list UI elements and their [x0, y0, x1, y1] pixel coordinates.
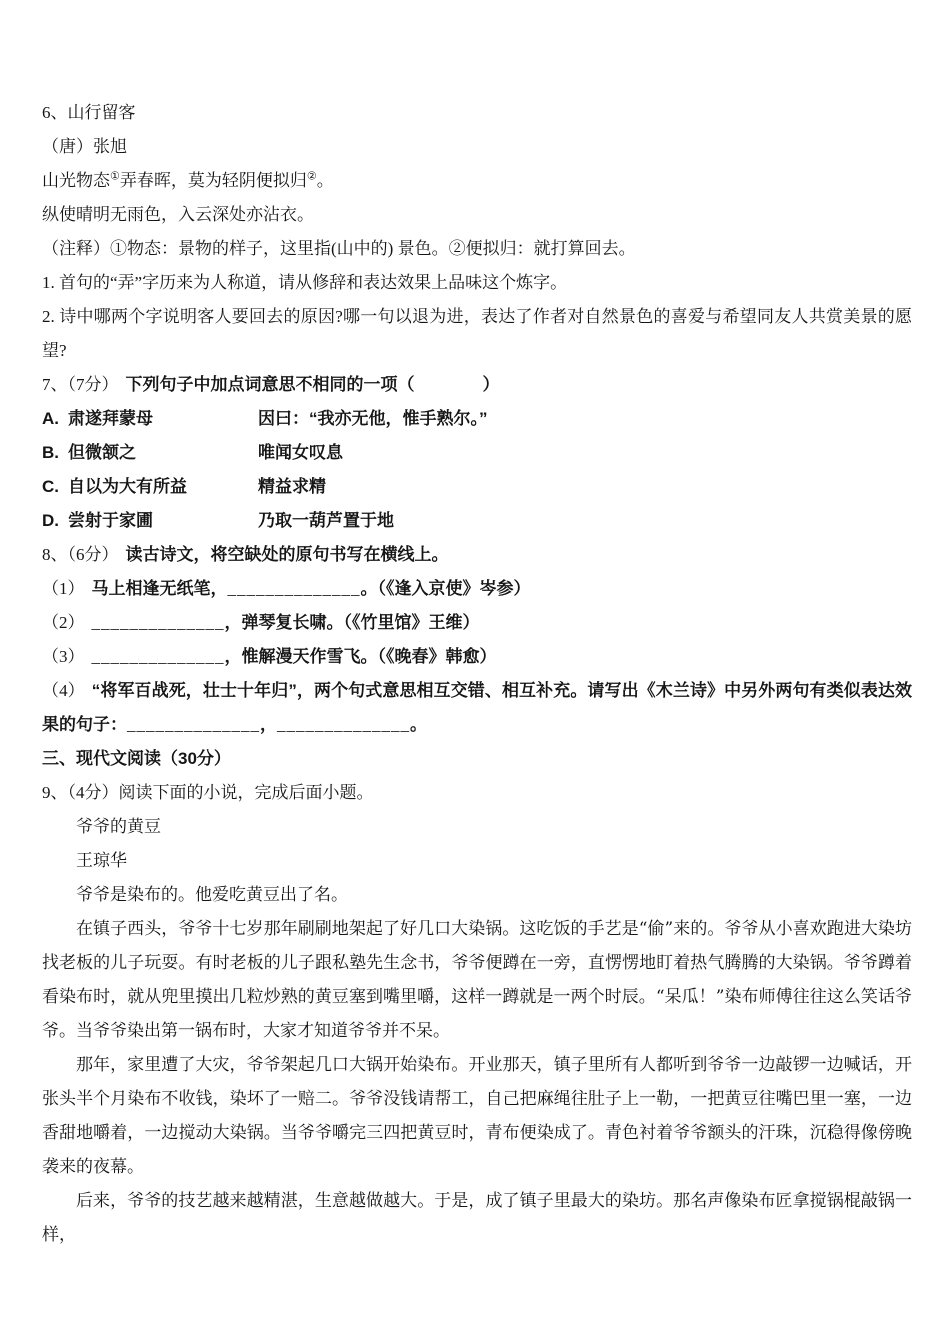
question-9-intro-text: 9、（4分）阅读下面的小说，完成后面小题。 — [42, 783, 374, 802]
poem-line-1-part-a: 山光物态 — [42, 171, 110, 190]
option-c-row — [42, 470, 912, 504]
poem-line-1 — [42, 164, 912, 198]
option-b-row — [42, 436, 912, 470]
question-9-intro — [42, 776, 912, 810]
item-4-end-punctuation: 。 — [410, 715, 427, 734]
option-d-left-text: 尝射于家圃 — [68, 511, 153, 530]
question-8-item-4 — [42, 674, 912, 742]
question-6-sub-1-text: 1. 首句的“弄”字历来为人称道，请从修辞和表达效果上品味这个炼字。 — [42, 273, 568, 292]
poem-line-2 — [42, 198, 912, 232]
item-4-blank-2: ______________ — [277, 715, 410, 734]
poem-notes-text: （注释）①物态：景物的样子，这里指(山中的) 景色。②便拟归：就打算回去。 — [42, 239, 636, 258]
item-1-after-text: 。（《逢入京使》岑参） — [360, 579, 531, 598]
option-d-left — [42, 504, 258, 538]
option-a-left — [42, 402, 258, 436]
option-b-label: B. — [42, 443, 59, 462]
story-paragraph-4: 后来，爷爷的技艺越来越精湛，生意越做越大。于是，成了镇子里最大的染坊。那名声像染布匠拿搅锅棍敲锅一样， — [42, 1191, 912, 1245]
story-title-text: 爷爷的黄豆 — [76, 817, 161, 837]
section-3-heading-text: 三、现代文阅读（30分） — [42, 749, 231, 768]
question-7-stem — [42, 368, 912, 402]
question-8-item-2 — [42, 606, 912, 640]
option-b-right-text: 唯闻女叹息 — [258, 443, 343, 462]
item-2-after-text: ，弹琴复长啸。（《竹里馆》王维） — [224, 613, 480, 632]
question-6-sub-2 — [42, 300, 912, 368]
question-6-title-text: 6、山行留客 — [42, 103, 136, 122]
item-4-number: （4） — [42, 681, 85, 700]
item-2-blank: ______________ — [91, 613, 225, 632]
story-paragraph-1: 爷爷是染布的。他爱吃黄豆出了名。 — [76, 885, 348, 905]
item-4-blank-1: ______________ — [127, 715, 260, 734]
poem-notes — [42, 232, 912, 266]
option-a-label: A. — [42, 409, 59, 428]
option-b-left — [42, 436, 258, 470]
poem-line-1-part-c: 。 — [316, 171, 334, 190]
option-a-left-text: 肃遂拜蒙母 — [68, 409, 153, 428]
item-4-separator: ， — [260, 715, 277, 734]
option-c-left-text: 自以为大有所益 — [68, 477, 187, 496]
item-3-blank: ______________ — [91, 647, 225, 666]
question-6-sub-2-text: 2. 诗中哪两个字说明客人要回去的原因?哪一句以退为进，表达了作者对自然景色的喜爱与希望同友人共赏美景的愿望? — [42, 307, 912, 360]
question-8-item-3 — [42, 640, 912, 674]
poem-line-2-text: 纵使晴明无雨色，入云深处亦沾衣。 — [42, 205, 314, 224]
option-b-left-text: 但微颔之 — [68, 443, 136, 462]
poem-line-1-part-b: 弄春晖，莫为轻阴便拟归 — [119, 171, 307, 190]
question-6-title — [42, 96, 912, 130]
question-8-stem — [42, 538, 912, 572]
poem-author-text: （唐）张旭 — [42, 137, 127, 156]
option-c-right-text: 精益求精 — [258, 477, 326, 496]
item-1-before-text: 马上相逢无纸笔， — [91, 579, 228, 598]
question-7-number: 7、（7分） — [42, 375, 119, 394]
question-6-sub-1 — [42, 266, 912, 300]
item-3-number: （3） — [42, 647, 85, 666]
option-a-right-text: 因曰：“我亦无他，惟手熟尔。” — [258, 409, 488, 428]
question-8-stem-text: 读古诗文，将空缺处的原句书写在横线上。 — [125, 545, 449, 564]
poem-author-line — [42, 130, 912, 164]
story-paragraph-3: 那年，家里遭了大灾，爷爷架起几口大锅开始染布。开业那天，镇子里所有人都听到爷爷一边敲锣一边喊话，开张头半个月染布不收钱，染坏了一赔二。爷爷没钱请帮工，自己把麻绳往肚子上一勒，一把黄豆往嘴巴里一塞，一边香甜地嚼着，一边搅动大染锅。当爷爷嚼完三四把黄豆时，青布便染成了。青色衬着爷爷额头的汗珠，沉稳得像傍晚袭来的夜幕。 — [42, 1055, 912, 1177]
footnote-marker-2: ② — [306, 170, 317, 183]
footnote-marker-1: ① — [110, 170, 120, 183]
item-2-number: （2） — [42, 613, 85, 632]
option-d-right-text: 乃取一葫芦置于地 — [258, 511, 394, 530]
item-1-number: （1） — [42, 579, 85, 598]
question-8-number: 8、（6分） — [42, 545, 119, 564]
section-3-heading — [42, 742, 912, 776]
item-1-blank: ______________ — [227, 579, 361, 598]
option-a-row — [42, 402, 912, 436]
story-author — [42, 844, 912, 878]
option-c-label: C. — [42, 477, 59, 496]
question-8-item-1 — [42, 572, 912, 606]
option-c-left — [42, 470, 258, 504]
question-7-stem-text: 下列句子中加点词意思不相同的一项（ ） — [125, 375, 500, 394]
option-d-label: D. — [42, 511, 59, 530]
item-3-after-text: ，惟解漫天作雪飞。（《晚春》韩愈） — [224, 647, 497, 666]
story-author-text: 王琼华 — [76, 851, 127, 871]
option-d-row — [42, 504, 912, 538]
story-paragraph-2: 在镇子西头，爷爷十七岁那年刷刷地架起了好几口大染锅。这吃饭的手艺是“偷”来的。爷爷从小喜欢跑进大染坊找老板的儿子玩耍。有时老板的儿子跟私塾先生念书，爷爷便蹲在一旁，直愣愣地盯着热气腾腾的大染锅。爷爷蹲着看染布时，就从兜里摸出几粒炒熟的黄豆塞到嘴里嚼，这样一蹲就是一两个时辰。“呆瓜！”染布师傅往往这么笑话爷爷。当爷爷染出第一锅布时，大家才知道爷爷并不呆。 — [42, 919, 912, 1041]
story-title — [42, 810, 912, 844]
item-4-text: “将军百战死，壮士十年归”，两个句式意思相互交错、相互补充。请写出《木兰诗》中另外两句有类似表达效果的句子： — [42, 681, 912, 734]
